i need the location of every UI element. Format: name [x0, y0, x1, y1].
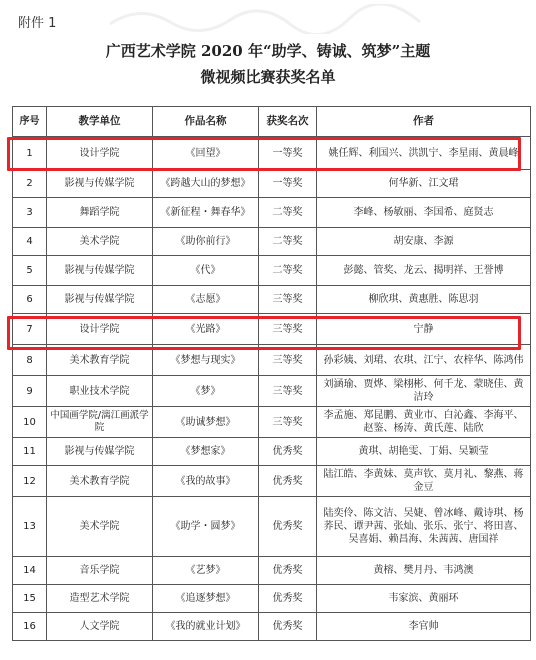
table-row: [13, 613, 531, 641]
cell-work: 《梦想家》: [153, 438, 259, 466]
cell-seq: 6: [13, 286, 47, 314]
cell-award: 一等奖: [259, 137, 317, 170]
cell-award: 三等奖: [259, 376, 317, 407]
cell-award: 三等奖: [259, 286, 317, 314]
header-author: 作者: [317, 107, 531, 137]
cell-author: 黄琪、胡艳雯、丁娟、吴颖莹: [317, 438, 531, 466]
table-row: [13, 466, 531, 497]
cell-award: 优秀奖: [259, 497, 317, 557]
cell-author: 李峰、杨敏丽、李国希、庭贤志: [317, 198, 531, 228]
cell-unit: 设计学院: [47, 137, 153, 170]
table-row: [13, 228, 531, 256]
cell-award: 二等奖: [259, 228, 317, 256]
header-award: 获奖名次: [259, 107, 317, 137]
cell-work: 《我的故事》: [153, 466, 259, 497]
cell-author: 孙彩姨、刘珺、农琪、江宁、农梓华、陈鸿伟: [317, 345, 531, 376]
cell-seq: 7: [13, 314, 47, 345]
cell-work: 《艺梦》: [153, 557, 259, 585]
watermark-logo: [100, 4, 460, 34]
table-header-row: [13, 107, 531, 137]
table-row: [13, 438, 531, 466]
table-row: [13, 585, 531, 613]
cell-award: 二等奖: [259, 198, 317, 228]
cell-award: 优秀奖: [259, 613, 317, 641]
cell-seq: 3: [13, 198, 47, 228]
cell-seq: 5: [13, 256, 47, 286]
cell-unit: 设计学院: [47, 314, 153, 345]
cell-seq: 15: [13, 585, 47, 613]
cell-unit: 舞蹈学院: [47, 198, 153, 228]
cell-seq: 2: [13, 170, 47, 198]
cell-award: 三等奖: [259, 345, 317, 376]
cell-author: 宁静: [317, 314, 531, 345]
cell-unit: 职业技术学院: [47, 376, 153, 407]
document-title: 广西艺术学院 2020 年“助学、铸诚、筑梦”主题: [105, 42, 431, 60]
cell-work: 《助你前行》: [153, 228, 259, 256]
cell-seq: 11: [13, 438, 47, 466]
document-subtitle: 微视频比赛获奖名单: [200, 68, 336, 86]
cell-author: 陆奕伶、陈文洁、吴婕、曾冰峰、戴诗琪、杨荞民、谭尹茜、张灿、张乐、张宁、将田喜、吴喜娟、赖昌海、朱茜茜、唐国祥: [317, 497, 531, 557]
table-row: [13, 376, 531, 407]
cell-author: 胡安康、李源: [317, 228, 531, 256]
cell-work: 《梦想与现实》: [153, 345, 259, 376]
cell-author: 李孟施、郑昆鹏、黄业市、白沁鑫、李海平、赵鉴、杨涛、黄氏莲、陆欣: [317, 407, 531, 438]
cell-author: 韦家滨、黄丽环: [317, 585, 531, 613]
cell-author: 陆江皓、李黄妹、莫声钦、莫月礼、黎燕、蒋金豆: [317, 466, 531, 497]
cell-unit: 影视与传媒学院: [47, 256, 153, 286]
cell-work: 《跨越大山的梦想》: [153, 170, 259, 198]
cell-award: 三等奖: [259, 407, 317, 438]
cell-seq: 16: [13, 613, 47, 641]
table-row: [13, 557, 531, 585]
header-work: 作品名称: [153, 107, 259, 137]
table-row: [13, 314, 531, 345]
cell-author: 姚任辉、利国兴、洪凯宁、李星雨、黄晨峰: [317, 137, 531, 170]
cell-author: 柳欣琪、黄惠胜、陈思羽: [317, 286, 531, 314]
cell-seq: 12: [13, 466, 47, 497]
table-row: [13, 256, 531, 286]
cell-seq: 4: [13, 228, 47, 256]
cell-work: 《回望》: [153, 137, 259, 170]
cell-work: 《新征程・舞春华》: [153, 198, 259, 228]
cell-seq: 9: [13, 376, 47, 407]
table-row: [13, 407, 531, 438]
table-row: [13, 497, 531, 557]
cell-unit: 影视与传媒学院: [47, 286, 153, 314]
cell-unit: 影视与传媒学院: [47, 438, 153, 466]
cell-award: 优秀奖: [259, 466, 317, 497]
cell-author: 彭懿、管奖、龙云、揭明祥、王誉博: [317, 256, 531, 286]
cell-award: 优秀奖: [259, 557, 317, 585]
cell-work: 《助学・圆梦》: [153, 497, 259, 557]
cell-work: 《梦》: [153, 376, 259, 407]
cell-award: 一等奖: [259, 170, 317, 198]
cell-unit: 中国画学院/漓江画派学院: [47, 407, 153, 438]
cell-unit: 美术学院: [47, 228, 153, 256]
table-row: [13, 198, 531, 228]
cell-unit: 美术教育学院: [47, 345, 153, 376]
cell-unit: 音乐学院: [47, 557, 153, 585]
cell-author: 黄榕、樊月丹、韦鸿澳: [317, 557, 531, 585]
cell-work: 《助诚梦想》: [153, 407, 259, 438]
cell-work: 《代》: [153, 256, 259, 286]
cell-work: 《光路》: [153, 314, 259, 345]
award-table: [12, 106, 531, 641]
cell-unit: 造型艺术学院: [47, 585, 153, 613]
cell-author: 刘涵瑜、贾烨、梁栩彬、何千龙、蒙晓佳、黄洁玲: [317, 376, 531, 407]
table-row: [13, 345, 531, 376]
cell-unit: 美术教育学院: [47, 466, 153, 497]
cell-author: 李官帅: [317, 613, 531, 641]
cell-author: 何华新、江文珺: [317, 170, 531, 198]
table-row: [13, 286, 531, 314]
header-seq: 序号: [13, 107, 47, 137]
cell-award: 二等奖: [259, 256, 317, 286]
header-unit: 教学单位: [47, 107, 153, 137]
attachment-label: 附件 1: [18, 16, 57, 31]
table-row: [13, 170, 531, 198]
cell-award: 优秀奖: [259, 585, 317, 613]
cell-work: 《追逐梦想》: [153, 585, 259, 613]
cell-seq: 13: [13, 497, 47, 557]
cell-seq: 10: [13, 407, 47, 438]
cell-unit: 人文学院: [47, 613, 153, 641]
cell-seq: 8: [13, 345, 47, 376]
cell-unit: 影视与传媒学院: [47, 170, 153, 198]
cell-work: 《志愿》: [153, 286, 259, 314]
cell-award: 优秀奖: [259, 438, 317, 466]
cell-unit: 美术学院: [47, 497, 153, 557]
cell-award: 三等奖: [259, 314, 317, 345]
cell-work: 《我的就业计划》: [153, 613, 259, 641]
cell-seq: 14: [13, 557, 47, 585]
table-row: [13, 137, 531, 170]
cell-seq: 1: [13, 137, 47, 170]
